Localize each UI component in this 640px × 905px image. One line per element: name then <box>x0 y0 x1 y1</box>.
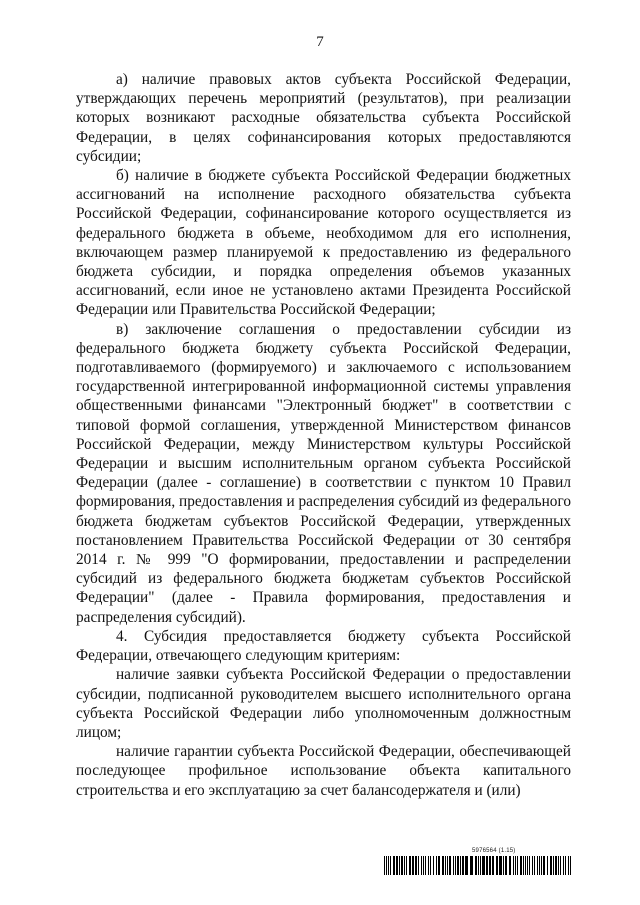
paragraph-a: а) наличие правовых актов субъекта Российской Федерации, утверждающих перечень мероприятий (результатов), при реализации которых возникают расходные обязательства субъекта Российской Федерации, в целях софинансирования которых предоставляются субсидии; <box>76 71 571 165</box>
criterion-application: наличие заявки субъекта Российской Федерации о предоставлении субсидии, подписанной руководителем высшего исполнительного органа субъекта Российской Федерации либо уполномоченным должностным лицом; <box>76 666 571 741</box>
criterion-guarantee: наличие гарантии субъекта Российской Федерации, обеспечивающей последующее профильное использование объекта капитального строительства и его эксплуатацию за счет балансодержателя и (или) <box>76 743 571 799</box>
page-number: 7 <box>316 34 324 50</box>
document-code: 5976564 (1.15) <box>472 848 516 854</box>
document-body <box>76 70 571 800</box>
paragraph-4: 4. Субсидия предоставляется бюджету субъекта Российской Федерации, отвечающего следующим критериям: <box>76 627 571 665</box>
paragraph-b: б) наличие в бюджете субъекта Российской Федерации бюджетных ассигнований на исполнение расходного обязательства субъекта Российской Федерации, софинансирование которого осуществляется из федерального бюджета в объеме, необходимом для его исполнения, включающем размер планируемой к предоставлению из федерального бюджета субсидии, и порядка определения объемов указанных ассигнований, если иное не установлено актами Президента Российской Федерации или Правительства Российской Федерации; <box>76 167 571 319</box>
paragraph-c: в) заключение соглашения о предоставлении субсидии из федерального бюджета бюджету субъекта Российской Федерации, подготавливаемого (формируемого) и заключаемого с использованием государственной интегрированной информационной системы управления общественными финансами "Электронный бюджет" в соответствии с типовой формой соглашения, утвержденной Министерством финансов Российской Федерации, между Министерством культуры Российской Федерации и высшим исполнительным органом субъекта Российской Федерации (далее - соглашение) в соответствии с пунктом 10 Правил формирования, предоставления и распределения субсидий из федерального бюджета бюджетам субъектов Российской Федерации, утвержденных постановлением Правительства Российской Федерации от 30 сентября 2014 г. № 999 "О формировании, предоставлении и распределении субсидий из федерального бюджета бюджетам субъектов Российской Федерации" (далее - Правила формирования, предоставления и распределения субсидий). <box>76 320 571 626</box>
barcode-icon <box>384 856 574 875</box>
